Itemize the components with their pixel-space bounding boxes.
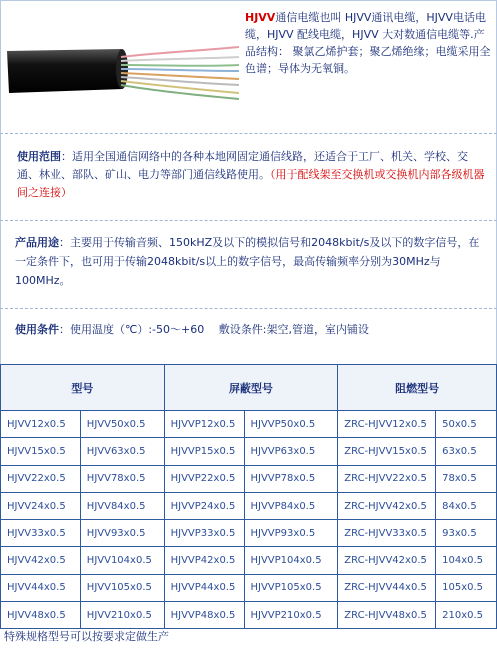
table-cell: 104x0.5 (436, 547, 497, 574)
table-cell: 105x0.5 (436, 574, 497, 601)
table-cell: HJVVP210x0.5 (244, 602, 338, 629)
table-cell: HJVV104x0.5 (80, 547, 164, 574)
table-cell: HJVVP48x0.5 (164, 602, 244, 629)
usage-range-body: ：适用全国通信网络中的各种本地网固定通信线路，还适合于工厂、机关、学校、交通、林业、部队、矿山、电力等部门通信线路使用。 (17, 150, 468, 181)
table-cell: HJVV15x0.5 (1, 438, 81, 465)
table-cell: 63x0.5 (436, 438, 497, 465)
table-cell: HJVV48x0.5 (1, 602, 81, 629)
table-header-row (1, 365, 497, 411)
table-cell: HJVVP105x0.5 (244, 574, 338, 601)
table-cell: HJVV50x0.5 (80, 411, 164, 438)
table-cell: HJVV210x0.5 (80, 602, 164, 629)
model-spec-table (0, 364, 497, 629)
header-shielded-model: 屏蔽型号 (164, 365, 338, 411)
table-cell: HJVV44x0.5 (1, 574, 81, 601)
table-cell: HJVV105x0.5 (80, 574, 164, 601)
table-cell: HJVVP44x0.5 (164, 574, 244, 601)
table-cell: ZRC-HJVV15x0.5 (338, 438, 436, 465)
table-cell: ZRC-HJVV42x0.5 (338, 547, 436, 574)
table-cell: ZRC-HJVV12x0.5 (338, 411, 436, 438)
table-cell: 84x0.5 (436, 492, 497, 519)
product-description-text: 通信电缆也叫 HJVV通讯电缆，HJVV电话电缆，HJVV 配线电缆，HJVV 大对数通信电缆等.产品结构： 聚氯乙烯护套；聚乙烯绝缘；电缆采用全色谱；导体为无氧铜。 (245, 11, 491, 75)
product-description (245, 9, 493, 77)
table-cell: HJVVP24x0.5 (164, 492, 244, 519)
table-cell: HJVVP33x0.5 (164, 520, 244, 547)
table-cell: HJVV24x0.5 (1, 492, 81, 519)
header-model: 型号 (1, 365, 165, 411)
product-purpose-section (0, 221, 497, 309)
product-purpose-body: ：主要用于传输音频、150kHZ及以下的模拟信号和2048kbit/s及以下的数字信号，在一定条件下，也可用于传输2048kbit/s以上的数字信号，最高传输频率分别为30MHz与100MHz。 (15, 236, 480, 287)
table-cell: HJVV84x0.5 (80, 492, 164, 519)
product-purpose-label: 产品用途 (15, 236, 59, 249)
footer-note: 特殊规格型号可以按要求定做生产 (4, 630, 169, 643)
table-cell: ZRC-HJVV33x0.5 (338, 520, 436, 547)
usage-range-text (17, 148, 487, 202)
table-cell: HJVV63x0.5 (80, 438, 164, 465)
table-cell: HJVVP15x0.5 (164, 438, 244, 465)
table-row (1, 438, 497, 465)
table-cell: HJVVP104x0.5 (244, 547, 338, 574)
table-cell: HJVVP42x0.5 (164, 547, 244, 574)
table-row (1, 602, 497, 629)
usage-conditions-text (15, 321, 485, 339)
table-cell: HJVVP63x0.5 (244, 438, 338, 465)
usage-range-note: （用于配线架至交换机或交换机内部各级机器间之连接） (17, 168, 485, 199)
table-cell: HJVVP78x0.5 (244, 465, 338, 492)
table-cell: HJVVP12x0.5 (164, 411, 244, 438)
table-cell: ZRC-HJVV44x0.5 (338, 574, 436, 601)
brand-name: HJVV (245, 11, 276, 24)
table-row (1, 465, 497, 492)
table-row (1, 492, 497, 519)
product-section (0, 0, 497, 134)
usage-range-label: 使用范围 (17, 150, 61, 163)
table-cell: HJVVP93x0.5 (244, 520, 338, 547)
usage-conditions-section (0, 309, 497, 364)
product-purpose-text (15, 233, 485, 290)
table-cell: HJVV22x0.5 (1, 465, 81, 492)
table-cell: 93x0.5 (436, 520, 497, 547)
table-cell: HJVV78x0.5 (80, 465, 164, 492)
table-cell: ZRC-HJVV42x0.5 (338, 492, 436, 519)
table-cell: HJVVP22x0.5 (164, 465, 244, 492)
cable-product-image (5, 7, 241, 125)
table-cell: HJVV42x0.5 (1, 547, 81, 574)
table-cell: 50x0.5 (436, 411, 497, 438)
header-flame-retardant-model: 阻燃型号 (338, 365, 497, 411)
table-cell: 78x0.5 (436, 465, 497, 492)
table-row (1, 547, 497, 574)
table-cell: 210x0.5 (436, 602, 497, 629)
table-row (1, 411, 497, 438)
table-cell: HJVV33x0.5 (1, 520, 81, 547)
table-cell: HJVV93x0.5 (80, 520, 164, 547)
table-row (1, 520, 497, 547)
usage-range-section (0, 134, 497, 221)
table-cell: HJVV12x0.5 (1, 411, 81, 438)
usage-conditions-label: 使用条件 (15, 323, 59, 336)
table-cell: ZRC-HJVV48x0.5 (338, 602, 436, 629)
usage-conditions-body: ：使用温度（℃）:-50～+60 敷设条件:架空,管道，室内铺设 (59, 323, 369, 336)
table-cell: ZRC-HJVV22x0.5 (338, 465, 436, 492)
table-cell: HJVVP84x0.5 (244, 492, 338, 519)
table-row (1, 574, 497, 601)
table-cell: HJVVP50x0.5 (244, 411, 338, 438)
